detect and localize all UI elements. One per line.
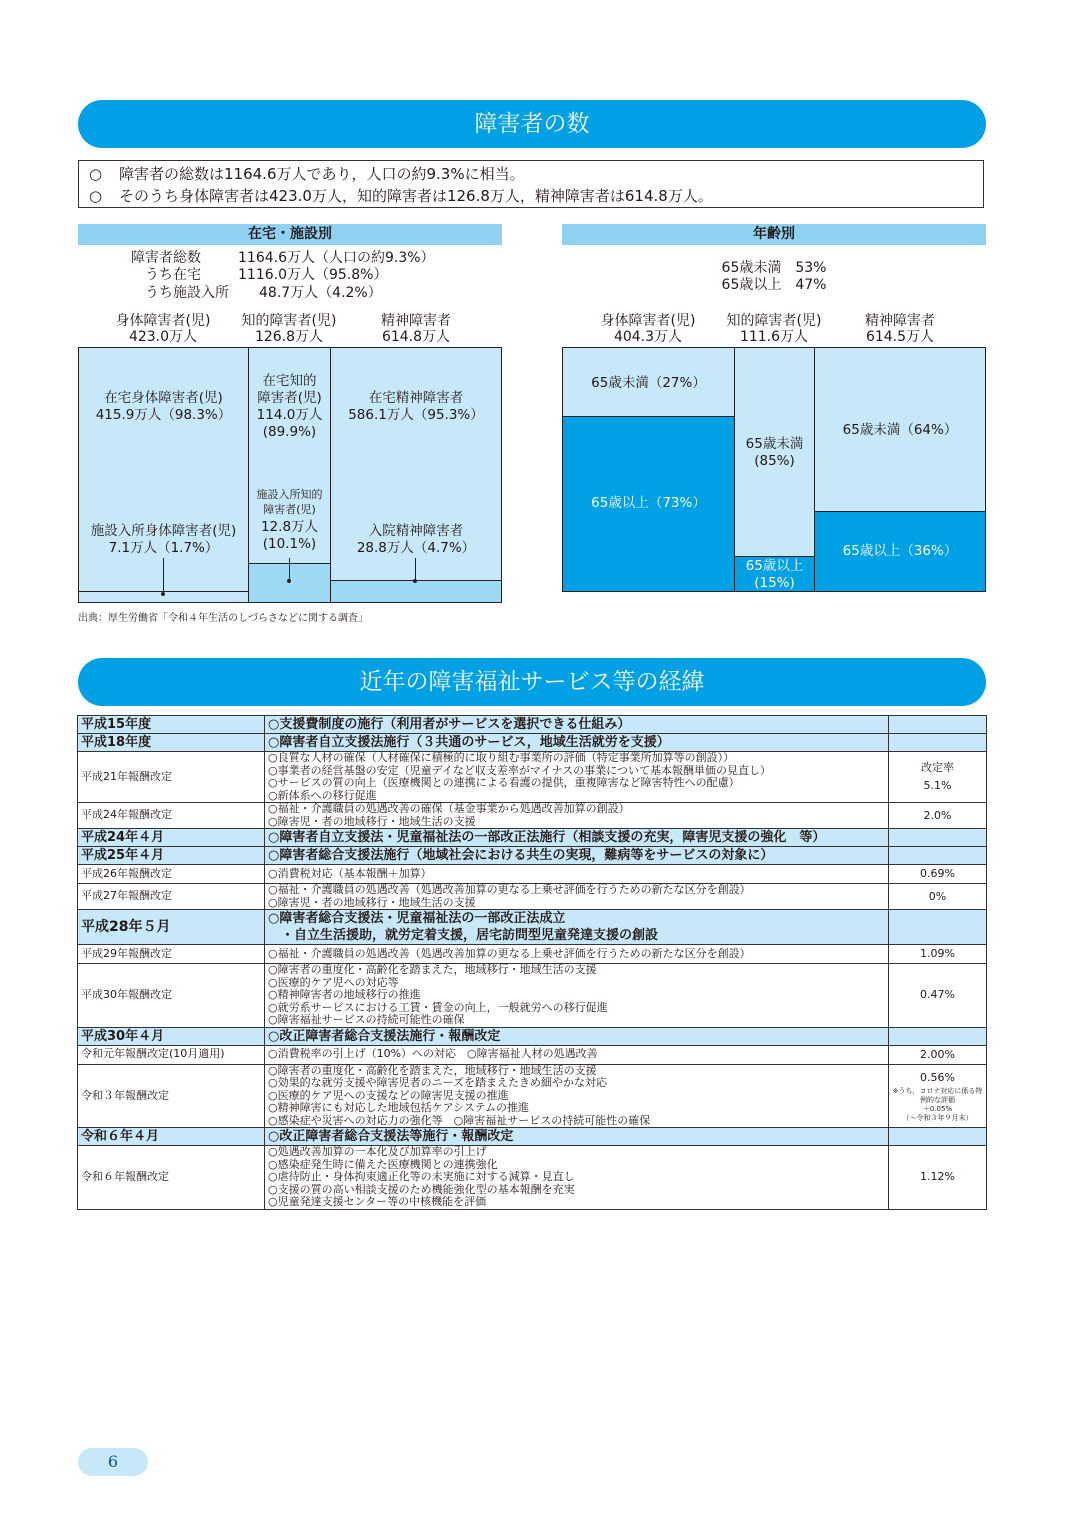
history-rate (889, 1128, 987, 1146)
history-rate (889, 945, 987, 964)
home-label: うち在宅 (145, 267, 201, 283)
column-mental-value: 614.8万人 (381, 329, 451, 345)
heading-home-facility: 在宅・施設別 (78, 224, 502, 245)
history-rate (889, 1064, 987, 1128)
history-row (78, 1064, 987, 1128)
section-title-history: 近年の障害福祉サービス等の経緯 (78, 658, 986, 706)
pointer-line (415, 558, 416, 580)
history-period: 平成30年報酬改定 (78, 964, 265, 1028)
history-content (265, 829, 889, 847)
history-period: 平成29年報酬改定 (78, 945, 265, 964)
cell-mental-over65: 65歳以上（36%） (814, 511, 986, 592)
cell-mental-inpatient (330, 580, 502, 603)
history-rate (889, 1045, 987, 1064)
mental-inpatient-label: 入院精神障害者 28.8万人（4.7%） (356, 523, 476, 556)
history-content-line: ○消費税対応（基本報酬＋加算） (268, 866, 432, 880)
history-table (77, 715, 987, 1210)
history-row (78, 1027, 987, 1045)
history-content-line: ○感染症や災害への対応力の強化等 ○障害福祉サービスの持続可能性の確保 (268, 1113, 651, 1127)
age-column-mental-value: 614.5万人 (865, 329, 935, 345)
history-content-line: ○障害者の重度化・高齢化を踏まえた，地域移行・地域生活の支援 (268, 963, 597, 976)
history-content-line: ○就労系サービスにおける工賃・賃金の向上，一般就労への移行促進 (268, 1000, 608, 1014)
history-period: 平成18年度 (78, 734, 265, 752)
column-physical-value: 423.0万人 (128, 329, 198, 345)
history-content (265, 910, 889, 945)
rate-note: ※うち，コロナ対応に係る特例的な評価 ＋0.05% （～令和３年９月末） (892, 1086, 983, 1122)
rate-value: 0.47% (920, 988, 955, 1002)
history-content (265, 945, 889, 964)
history-content (265, 847, 889, 865)
history-rate (889, 1146, 987, 1210)
history-period: 令和６年４月 (78, 1128, 265, 1146)
heading-age: 年齢別 (562, 224, 986, 245)
history-period: 平成21年報酬改定 (78, 752, 265, 803)
history-content-line: ○精神障害者の地域移行の推進 (268, 988, 421, 1001)
history-content (265, 1027, 889, 1045)
history-period: 平成30年４月 (78, 1027, 265, 1045)
cell-mental-home: 在宅精神障害者 586.1万人（95.3%） 入院精神障害者 28.8万人（4.7%） (330, 347, 502, 581)
history-content-line: ○福祉・介護職員の処遇改善の確保（基金事業から処遇改善加算の創設） (268, 802, 630, 815)
history-content (265, 1146, 889, 1210)
history-rate (889, 716, 987, 734)
history-content (265, 1128, 889, 1146)
total-label: 障害者総数 (131, 250, 201, 266)
history-content-line: ○虐待防止・身体拘束適正化等の未実施に対する減算・見直し (268, 1170, 575, 1183)
history-row (78, 884, 987, 910)
pointer-dot (161, 592, 165, 596)
history-rate (889, 829, 987, 847)
history-rate (889, 884, 987, 910)
physical-facility-label: 施設入所身体障害者(児) 7.1万人（1.7%） (90, 523, 237, 556)
history-rate (889, 847, 987, 865)
history-content-line: ・自立生活援助，就労定着支援，居宅訪問型児童発達支援の創設 (268, 928, 659, 943)
rate-value: 1.12% (920, 1170, 955, 1184)
history-row (78, 716, 987, 734)
history-content (265, 752, 889, 803)
history-content-line: ○福祉・介護職員の処遇改善（処遇改善加算の更なる上乗せ評価を行うための新たな区分を創設） (268, 883, 751, 896)
history-row (78, 752, 987, 803)
history-content-line: ○障害児・者の地域移行・地域生活の支援 (268, 895, 476, 909)
history-content-line: ○障害者総合支援法施行（地域社会における共生の実現，難病等をサービスの対象に） (268, 848, 774, 863)
intellectual-facility-label: 施設入所知的 障害者(児) (256, 488, 323, 516)
history-content-line: ○事業者の経営基盤の安定（児童デイなど収支差率がマイナスの事業について基本報酬単価の見直し） (268, 763, 771, 777)
age-column-mental-name: 精神障害者 (865, 313, 935, 329)
history-period: 令和３年報酬改定 (78, 1064, 265, 1128)
history-period: 平成24年報酬改定 (78, 803, 265, 829)
history-content-line: ○感染症発生時に備えた医療機関との連携強化 (268, 1157, 498, 1171)
history-content (265, 884, 889, 910)
cell-intellectual-home: 在宅知的 障害者(児) 114.0万人 (89.9%) 施設入所知的 障害者(児) 12.8万人 (10.1%) (248, 347, 331, 564)
rate-value: 1.09% (920, 947, 955, 960)
history-period: 令和元年報酬改定(10月適用) (78, 1045, 265, 1064)
pointer-dot (287, 579, 291, 583)
history-content-line: ○障害者自立支援法・児童福祉法の一部改正法施行（相談支援の充実，障害児支援の強化 等） (268, 830, 826, 845)
age-column-intellectual-value: 111.6万人 (739, 329, 809, 345)
history-row (78, 803, 987, 829)
column-physical-name: 身体障害者(児) (115, 313, 211, 329)
history-rate (889, 803, 987, 829)
summary-line: ○ そのうち身体障害者は423.0万人，知的障害者は126.8万人，精神障害者は614.8万人。 (89, 187, 713, 205)
history-content-line: ○障害者の重度化・高齢化を踏まえた，地域移行・地域生活の支援 (268, 1063, 597, 1077)
history-content-line: ○新体系への移行促進 (268, 788, 377, 802)
history-period: 平成28年５月 (78, 910, 265, 945)
history-period: 令和６年報酬改定 (78, 1146, 265, 1210)
history-row (78, 1045, 987, 1064)
rate-value: 0.69% (920, 867, 955, 880)
source-note: 出典：厚生労働省「令和４年生活のしづらさなどに関する調査」 (78, 613, 368, 624)
history-content-line: ○支援費制度の施行（利用者がサービスを選択できる仕組み） (268, 717, 631, 732)
rate-value: 0% (928, 889, 947, 903)
history-content-line: ○障害者総合支援法・児童福祉法の一部改正法成立 (268, 911, 566, 926)
history-row (78, 1146, 987, 1210)
history-row (78, 829, 987, 847)
age-column-intellectual-name: 知的障害者(児) (726, 313, 822, 329)
age-column-physical-value: 404.3万人 (613, 329, 683, 345)
cell-physical-home: 在宅身体障害者(児) 415.9万人（98.3%） 施設入所身体障害者(児) 7.1万人（1.7%） (78, 347, 249, 592)
history-content (265, 964, 889, 1028)
intellectual-facility-value: 12.8万人 (10.1%) (260, 519, 319, 552)
history-row (78, 964, 987, 1028)
history-period: 平成25年４月 (78, 847, 265, 865)
history-rate (889, 865, 987, 884)
history-period: 平成24年４月 (78, 829, 265, 847)
rate-value: 改定率 5.1% (921, 761, 954, 792)
home-value: 1116.0万人（95.8%） (238, 267, 388, 283)
column-intellectual-value: 126.8万人 (254, 329, 324, 345)
cell-physical-over65: 65歳以上（73%） (562, 416, 735, 592)
history-rate (889, 734, 987, 752)
history-content-line: ○支援の質の高い相談支援のため機能強化型の基本報酬を充実 (268, 1182, 575, 1196)
history-period: 平成27年報酬改定 (78, 884, 265, 910)
history-row (78, 865, 987, 884)
history-content-line: ○良質な人材の確保（人材確保に積極的に取り組む事業所の評価（特定事業所加算等の創設）） (268, 751, 735, 764)
history-row (78, 734, 987, 752)
history-content-line: ○精神障害にも対応した地域包括ケアシステムの推進 (268, 1101, 530, 1114)
summary-box (78, 160, 984, 208)
history-content-line: ○消費税率の引上げ（10%）への対応 ○障害福祉人材の処遇改善 (268, 1047, 598, 1061)
history-rate (889, 910, 987, 945)
history-row (78, 847, 987, 865)
history-period: 平成15年度 (78, 716, 265, 734)
history-content-line: ○福祉・介護職員の処遇改善（処遇改善加算の更なる上乗せ評価を行うための新たな区分を創設） (268, 946, 751, 960)
history-content-line: ○処遇改善加算の一本化及び加算率の引上げ (268, 1145, 487, 1158)
history-rate (889, 1027, 987, 1045)
facility-label: うち施設入所 (145, 285, 229, 301)
total-value: 1164.6万人（人口の約9.3%） (238, 250, 435, 266)
history-content-line: ○障害者自立支援法施行（３共通のサービス，地域生活就労を支援） (268, 735, 670, 750)
history-content-line: ○効果的な就労支援や障害児者のニーズを踏まえたきめ細やかな対応 (268, 1076, 608, 1089)
facility-value: 48.7万人（4.2%） (259, 285, 382, 301)
history-content-line: ○医療的ケア児への対応等 (268, 975, 399, 989)
history-content-line: ○障害福祉サービスの持続可能性の確保 (268, 1013, 465, 1026)
history-rate (889, 964, 987, 1028)
history-content-line: ○医療的ケア児への支援などの障害児支援の推進 (268, 1088, 509, 1102)
history-period: 平成26年報酬改定 (78, 865, 265, 884)
cell-physical-under65: 65歳未満（27%） (562, 347, 735, 417)
cell-mental-under65: 65歳未満（64%） (814, 347, 986, 512)
history-row (78, 1128, 987, 1146)
history-content (265, 865, 889, 884)
history-content-line: ○改正障害者総合支援法等施行・報酬改定 (268, 1129, 514, 1144)
history-content-line: ○障害児・者の地域移行・地域生活の支援 (268, 814, 476, 828)
cell-intellectual-under65: 65歳未満 (85%) (734, 347, 815, 557)
history-content (265, 1045, 889, 1064)
summary-line: ○ 障害者の総数は1164.6万人であり，人口の約9.3%に相当。 (89, 165, 525, 183)
age-column-physical-name: 身体障害者(児) (600, 313, 696, 329)
age-total-under65: 65歳未満 53% (721, 260, 827, 276)
history-content-line: ○改正障害者総合支援法施行・報酬改定 (268, 1028, 501, 1044)
rate-value: 2.00% (920, 1047, 955, 1061)
section-title-disabled-count: 障害者の数 (78, 100, 986, 148)
page-number: 6 (78, 1448, 148, 1476)
history-content (265, 734, 889, 752)
history-row (78, 910, 987, 945)
history-rate (889, 752, 987, 803)
history-content (265, 716, 889, 734)
history-content (265, 1064, 889, 1128)
pointer-dot (413, 579, 417, 583)
history-content-line: ○サービスの質の向上（医療機関との連携による看護の提供，重複障害など障害特性への配慮） (268, 776, 740, 789)
history-row (78, 945, 987, 964)
age-total-over65: 65歳以上 47% (721, 277, 827, 293)
pointer-line (163, 558, 164, 592)
history-content (265, 803, 889, 829)
column-intellectual-name: 知的障害者(児) (241, 313, 337, 329)
rate-value: 0.56% (920, 1070, 955, 1084)
rate-value: 2.0% (923, 808, 952, 822)
pointer-line (289, 558, 290, 580)
column-mental-name: 精神障害者 (381, 313, 451, 329)
cell-intellectual-over65: 65歳以上 (15%) (734, 556, 815, 592)
history-content-line: ○児童発達支援センター等の中核機能を評価 (268, 1195, 487, 1208)
